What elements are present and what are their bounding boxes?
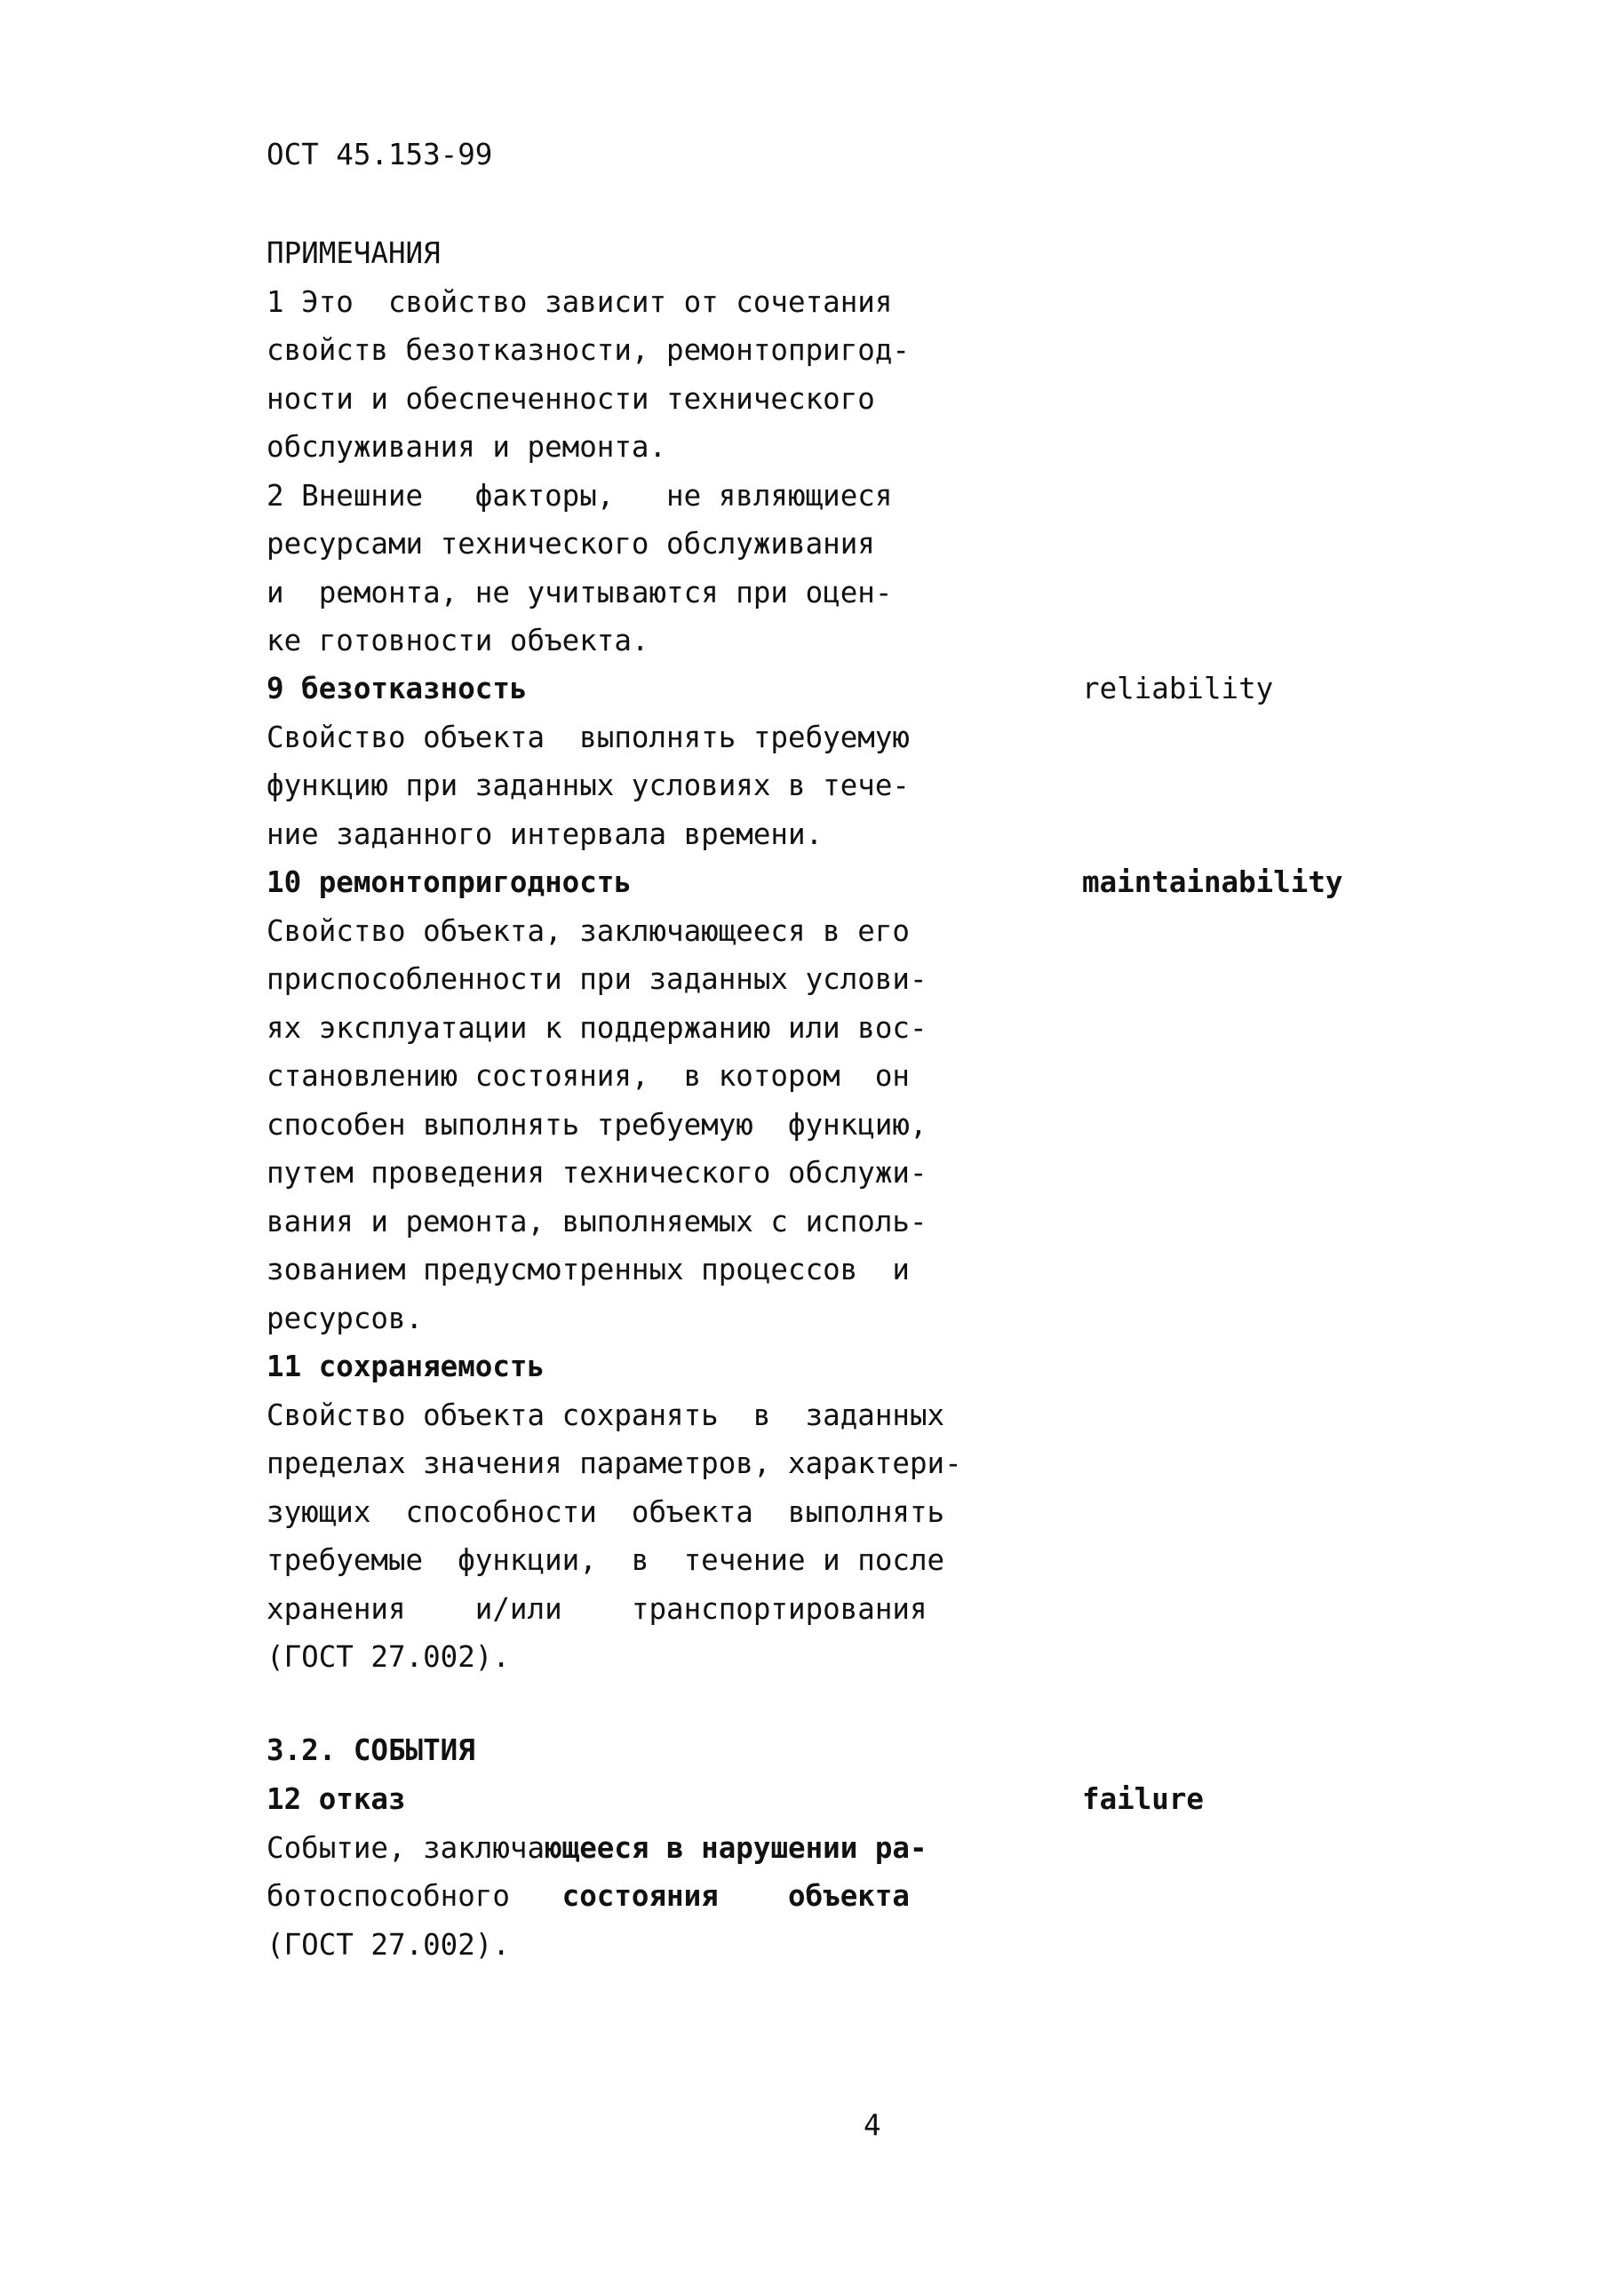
term-definition-line: зованием предусмотренных процессов и	[267, 1253, 910, 1286]
term-title: 11 сохраняемость	[267, 1350, 545, 1383]
definition-text-bold: состояния объекта	[561, 1879, 910, 1913]
term-definition-line	[267, 1824, 927, 1873]
term-definition-line: ние заданного интервала времени.	[267, 816, 824, 851]
term-definition-line: (ГОСТ 27.002).	[267, 1927, 510, 1962]
definition-text-bold: ющееся в нарушении ра-	[545, 1830, 927, 1865]
term-english-equivalent: maintainability	[1082, 865, 1343, 899]
term-definition-line: пределах значения параметров, характери-	[267, 1446, 962, 1480]
term-definition-line: ях эксплуатации к поддержанию или вос-	[267, 1010, 927, 1045]
notes-block	[267, 229, 910, 665]
term-definition-line: ресурсов.	[267, 1301, 424, 1335]
term-entry-9	[267, 665, 910, 858]
term-entry-12	[267, 1775, 927, 1969]
notes-line: ресурсами технического обслуживания	[267, 527, 875, 561]
notes-line: ности и обеспеченности технического	[267, 381, 875, 416]
term-english-equivalent: reliability	[1082, 672, 1274, 705]
section-heading: 3.2. СОБЫТИЯ	[267, 1733, 475, 1767]
notes-line: обслуживания и ремонта.	[267, 430, 667, 464]
document-code: ОСТ 45.153-99	[267, 138, 493, 171]
term-entry-10	[267, 858, 927, 1342]
notes-heading: ПРИМЕЧАНИЯ	[267, 236, 441, 270]
notes-line: свойств безотказности, ремонтопригод-	[267, 333, 910, 367]
term-definition-line: Свойство объекта сохранять в заданных	[267, 1398, 945, 1432]
notes-line: и ремонта, не учитываются при оцен-	[267, 575, 893, 609]
term-title: 10 ремонтопригодность	[267, 865, 632, 899]
term-definition-line	[267, 1872, 927, 1921]
term-definition-line: функцию при заданных условиях в тече-	[267, 769, 910, 802]
term-definition-line: приспособленности при заданных услови-	[267, 962, 927, 996]
term-definition-line: путем проведения технического обслужи-	[267, 1156, 927, 1190]
term-definition-line: требуемые функции, в течение и после	[267, 1543, 945, 1577]
notes-line: 2 Внешние факторы, не являющиеся	[267, 478, 893, 513]
definition-text: Событие, заключа	[267, 1830, 545, 1865]
term-definition-line: способен выполнять требуемую функцию,	[267, 1107, 927, 1142]
definition-text: ботоспособного	[267, 1879, 562, 1913]
notes-line: ке готовности объекта.	[267, 624, 649, 657]
term-definition-line: становлению состояния, в котором он	[267, 1059, 910, 1093]
term-english-equivalent: failure	[1082, 1782, 1204, 1816]
term-definition-line: Свойство объекта, заключающееся в его	[267, 913, 910, 948]
term-definition-line: (ГОСТ 27.002).	[267, 1640, 510, 1674]
term-title: 12 отказ	[267, 1782, 406, 1816]
term-definition-line: хранения и/или транспортирования	[267, 1591, 927, 1626]
term-entry-11	[267, 1342, 962, 1682]
term-definition-line: вания и ремонта, выполняемых с исполь-	[267, 1204, 927, 1239]
term-title: 9 безотказность	[267, 672, 528, 705]
notes-line: 1 Это свойство зависит от сочетания	[267, 284, 893, 319]
term-definition-line: Свойство объекта выполнять требуемую	[267, 720, 910, 754]
page-number: 4	[864, 2108, 881, 2142]
term-definition-line: зующих способности объекта выполнять	[267, 1494, 945, 1529]
